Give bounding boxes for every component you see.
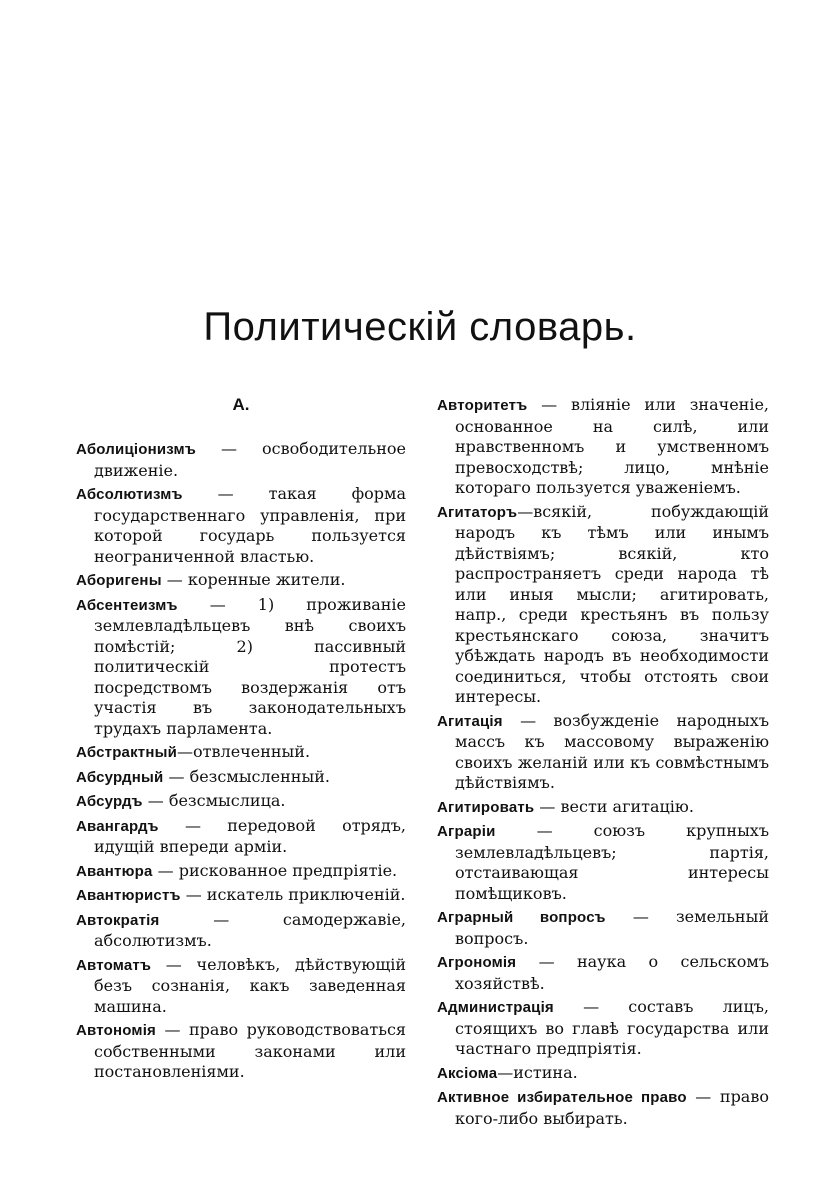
dictionary-entry <box>437 711 769 794</box>
dictionary-entry <box>76 910 406 952</box>
dictionary-entry <box>76 861 406 883</box>
entry-term: Абсолютизмъ <box>76 486 183 503</box>
entry-definition: — союзъ крупныхъ землевладѣльцевъ; партія, отстаивающая интересы помѣщиковъ. <box>455 821 769 903</box>
entry-definition: —истина. <box>497 1062 578 1082</box>
entry-term: Аграрный вопросъ <box>437 909 606 926</box>
entry-definition: — человѣкъ, дѣйствующій безъ сознанія, какъ заведенная машина. <box>94 954 406 1016</box>
entry-term: Агитировать <box>437 798 535 816</box>
entry-term: Авторитетъ <box>437 397 528 414</box>
entry-definition: — вести агитацію. <box>534 796 694 816</box>
entry-definition: — безсмыслица. <box>142 791 286 810</box>
dictionary-entry <box>76 1020 406 1083</box>
entry-term: Автократія <box>76 911 160 929</box>
dictionary-entry <box>76 885 406 907</box>
dictionary-entry <box>76 767 406 789</box>
dictionary-entry <box>437 1087 769 1129</box>
entry-definition: — передовой отрядъ, идущій впереди арміи. <box>94 815 406 856</box>
entry-term: Аборигены <box>76 572 162 589</box>
entry-term: Абсурдъ <box>76 793 143 810</box>
dictionary-entry <box>76 816 406 858</box>
entry-definition: — право руководствоваться собственными законами или постановленіями. <box>94 1020 406 1081</box>
page-title: Политическій словарь. <box>203 305 637 349</box>
entry-definition: — наука о сельскомъ хозяйствѣ. <box>455 952 769 993</box>
entry-term: Администрація <box>437 999 554 1016</box>
entry-definition: — самодержавіе, абсолютизмъ. <box>94 909 406 950</box>
entry-term: Активное избирательное право <box>437 1089 687 1106</box>
dictionary-entry <box>76 955 406 1018</box>
dictionary-entry <box>437 952 769 994</box>
dictionary-entry <box>437 1063 769 1085</box>
section-letter: А. <box>232 395 250 414</box>
entry-term: Аболиціонизмъ <box>76 441 196 458</box>
dictionary-entry <box>76 570 406 592</box>
entry-term: Аксіома <box>437 1064 498 1082</box>
entry-term: Агрономія <box>437 954 517 971</box>
dictionary-entry <box>437 797 769 819</box>
entry-term: Автономія <box>76 1022 157 1039</box>
entry-definition: — право кого-либо выбирать. <box>455 1087 769 1128</box>
dictionary-entry <box>437 907 769 949</box>
entry-definition: — вліяніе или значеніе, основанное на силѣ, или нравственномъ и умственномъ превосходствѣ; лицо, мнѣніе котораго пользуется уваженіемъ. <box>455 395 769 497</box>
entry-definition: — коренные жители. <box>161 570 346 589</box>
dictionary-entry <box>76 791 406 813</box>
dictionary-entry <box>437 502 769 708</box>
entry-term: Авангардъ <box>76 817 159 835</box>
entry-definition: — рискованное предпріятіе. <box>152 860 398 880</box>
entry-definition: — возбужденіе народныхъ массъ къ массовому выраженію своихъ желаній или къ совмѣстнымъ дѣйствіямъ. <box>455 710 769 792</box>
entry-definition: — освободительное движеніе. <box>94 439 406 480</box>
dictionary-entry <box>76 595 406 740</box>
entry-term: Авантюра <box>76 862 153 880</box>
entry-term: Автоматъ <box>76 956 152 974</box>
entry-definition: — составъ лицъ, стоящихъ во главѣ государства или частнаго предпріятія. <box>455 997 769 1058</box>
entry-definition: —всякій, побуждающій народъ къ тѣмъ или инымъ дѣйствіямъ; всякій, кто распространяетъ среди народа тѣ или иныя мысли; агитировать, напр., среди крестьянъ въ пользу крестьянскаго союза, значитъ убѣждать народъ въ необходимости соединиться, чтобы отстоять свои интересы. <box>455 501 769 706</box>
entry-term: Агитаторъ <box>437 503 518 521</box>
left-column <box>76 395 406 1086</box>
entry-definition: — безсмысленный. <box>163 766 330 786</box>
entry-term: Аграріи <box>437 823 496 840</box>
dictionary-entry <box>437 997 769 1060</box>
dictionary-entry <box>437 821 769 904</box>
entry-term: Абсентеизмъ <box>76 596 178 614</box>
entry-term: Агитація <box>437 712 503 730</box>
dictionary-entry <box>437 395 769 499</box>
dictionary-entry <box>76 484 406 567</box>
entry-term: Абстрактный <box>76 744 178 761</box>
entry-definition: —отвлеченный. <box>177 742 311 761</box>
entry-term: Абсурдный <box>76 768 164 786</box>
entry-definition: — 1) проживаніе землевладѣльцевъ внѣ своихъ помѣстій; 2) пассивный политическій протестъ посредствомъ воздержанія отъ участія въ законодательныхъ трудахъ парламента. <box>94 594 406 738</box>
dictionary-entry <box>76 742 406 764</box>
entry-definition: — земельный вопросъ. <box>455 907 769 948</box>
entry-definition: — искатель приключеній. <box>180 885 406 904</box>
entry-term: Авантюристъ <box>76 887 181 904</box>
entry-definition: — такая форма государственнаго управленія, при которой государь пользуется неограниченной властью. <box>94 484 406 566</box>
dictionary-entry <box>76 439 406 481</box>
right-column <box>437 395 769 1132</box>
